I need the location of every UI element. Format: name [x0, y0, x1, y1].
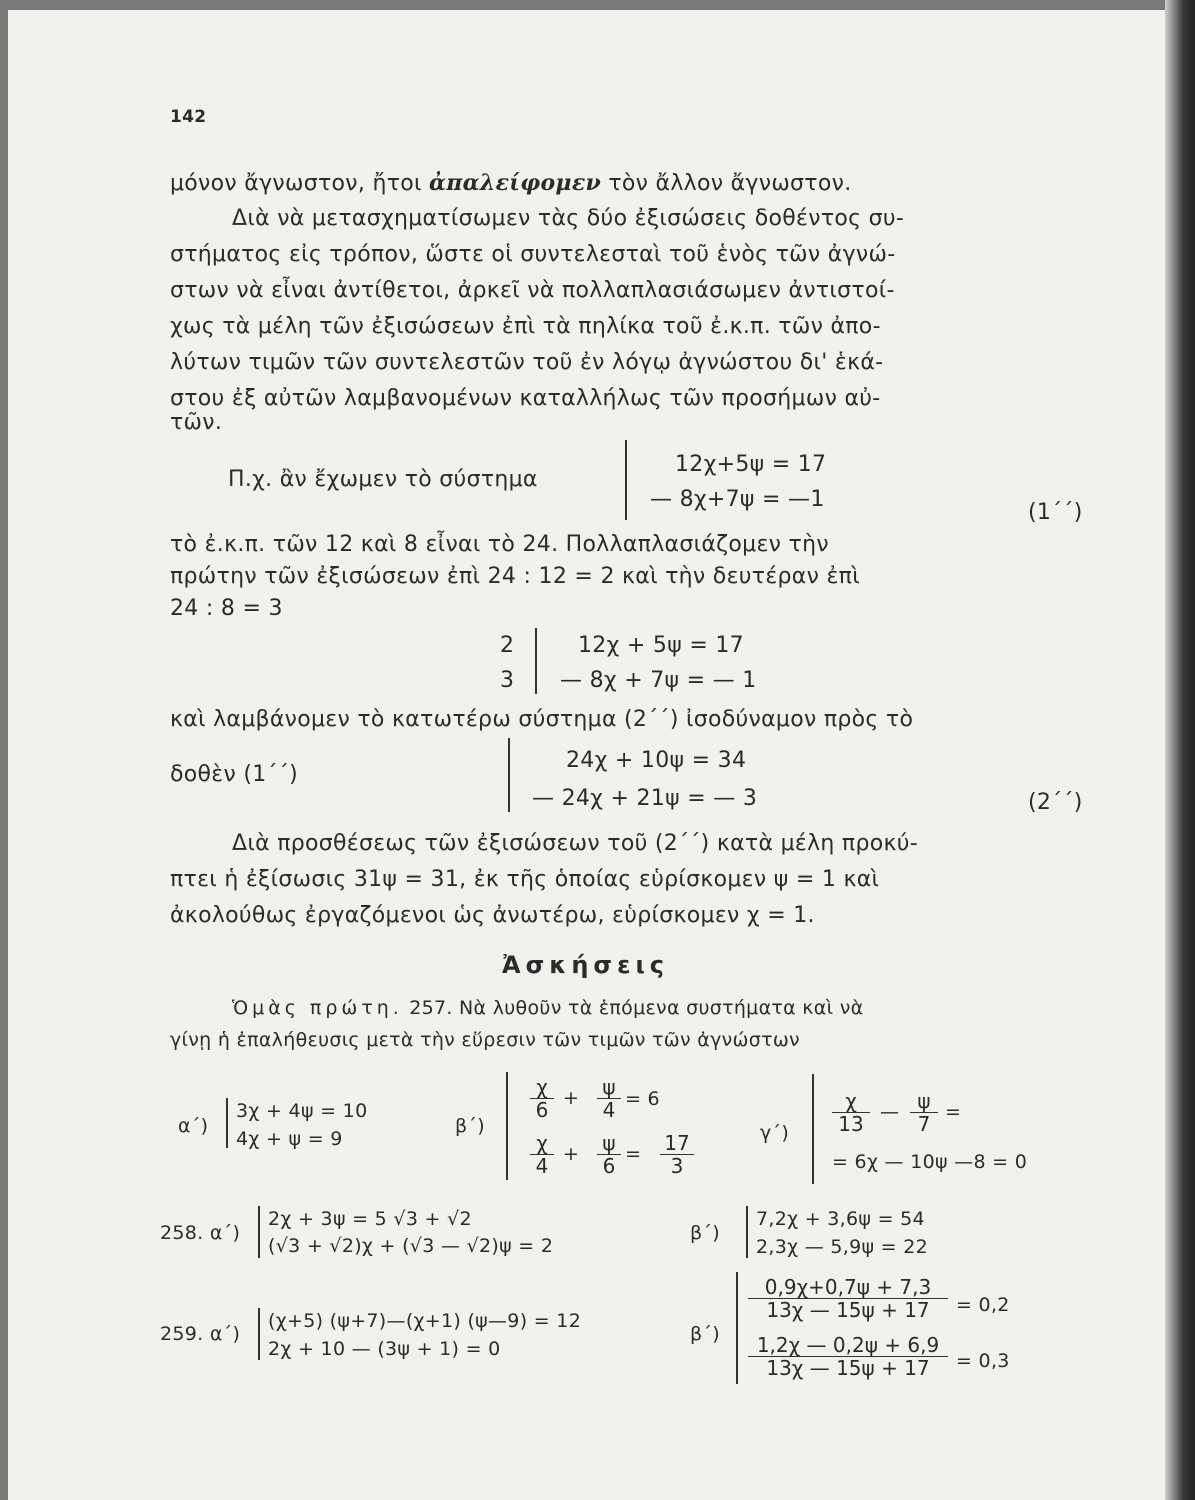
ex258-label: 258. α΄)	[160, 1222, 241, 1244]
ex257b-frac4: $\frac{\psi}{6}$	[597, 1132, 621, 1177]
ex258a-eq1: 2χ + 3ψ = 5 √3 + √2	[268, 1208, 472, 1230]
ex257c-minus: —	[880, 1101, 900, 1123]
ex257b-label: β΄)	[455, 1115, 485, 1137]
multiplied-eq1: 12χ + 5ψ = 17	[578, 633, 744, 658]
ex257b-eq-sign: =	[625, 1143, 642, 1165]
ex257a-brace	[226, 1098, 228, 1148]
para1-line2: Διὰ νὰ μετασχηματίσωμεν τὰς δύο ἐξισώσεις δοθέντος συ-	[232, 206, 905, 231]
exercises-intro-line1: Ὁμὰς πρώτη. 257. Νὰ λυθοῦν τὰ ἑπόμενα συστήματα καὶ νὰ	[232, 997, 864, 1019]
page-edge-shadow	[1165, 0, 1195, 1500]
system1-label: (1΄΄)	[1028, 500, 1083, 525]
ex258b-eq1: 7,2χ + 3,6ψ = 54	[756, 1208, 925, 1230]
ex257b-frac5: $\frac{17}{3}$	[660, 1132, 694, 1177]
para2-line1: τὸ ἐ.κ.π. τῶν 12 καὶ 8 εἶναι τὸ 24. Πολλαπλασιάζομεν τὴν	[170, 532, 829, 557]
para4-line1: Διὰ προσθέσεως τῶν ἐξισώσεων τοῦ (2΄΄) κατὰ μέλη προκύ-	[232, 831, 919, 856]
ex257b-plus2: +	[563, 1143, 580, 1165]
multiplier-2: 3	[500, 668, 515, 693]
emphasized-term: ἀπαλείφομεν	[429, 170, 602, 196]
ex257b-plus1: +	[563, 1087, 580, 1109]
para1-line1: μόνον ἄγνωστον, ἤτοι ἀπαλείφομεν τὸν ἄλλον ἄγνωστον.	[170, 170, 852, 196]
ex259a-eq2: 2χ + 10 — (3ψ + 1) = 0	[268, 1338, 501, 1360]
ex259b-rhs2: = 0,3	[956, 1350, 1010, 1372]
system2-label: (2΄΄)	[1028, 790, 1083, 815]
example-intro: Π.χ. ἂν ἔχωμεν τὸ σύστημα	[228, 467, 538, 492]
system2-brace	[508, 738, 510, 812]
system1-eq2: — 8χ+7ψ = —1	[650, 487, 825, 512]
ex259b-label: β΄)	[690, 1323, 720, 1345]
para1-line8: τῶν.	[170, 410, 223, 435]
para1-line5: χως τὰ μέλη τῶν ἐξισώσεων ἐπὶ τὰ πηλίκα τοῦ ἐ.κ.π. τῶν ἀπο-	[170, 314, 881, 339]
ex257c-frac1: $\frac{\chi}{13}$	[832, 1090, 870, 1135]
multiplier-separator	[535, 628, 537, 694]
ex258b-brace	[746, 1206, 748, 1258]
ex258b-eq2: 2,3χ — 5,9ψ = 22	[756, 1236, 928, 1258]
system1-brace	[625, 440, 627, 520]
ex257b-brace	[506, 1072, 508, 1180]
para2-line3: 24 : 8 = 3	[170, 596, 283, 621]
ex257a-eq2: 4χ + ψ = 9	[236, 1128, 343, 1150]
ex257b-frac3: $\frac{\chi}{4}$	[530, 1132, 554, 1177]
ex259a-eq1: (χ+5) (ψ+7)—(χ+1) (ψ—9) = 12	[268, 1310, 582, 1332]
para1-line4: στων νὰ εἶναι ἀντίθετοι, ἀρκεῖ νὰ πολλαπλασιάσωμεν ἀντιστοί-	[170, 278, 895, 303]
ex257a-label: α΄)	[178, 1115, 209, 1137]
ex259b-frac2: $\frac{1,2\chi — 0,2\psi + 6,9}{13\chi — 15\psi + 17}$	[748, 1334, 948, 1379]
group-label: Ὁμὰς πρώτη.	[232, 997, 403, 1019]
para1-line7: στου ἐξ αὐτῶν λαμβανομένων καταλλήλως τῶν προσήμων αὐ-	[170, 386, 881, 411]
ex257c-eq2: = 6χ — 10ψ —8 = 0	[832, 1151, 1028, 1173]
ex257b-frac2: $\frac{\psi}{4}$	[597, 1076, 621, 1121]
para3-line2: δοθὲν (1΄΄)	[170, 762, 299, 787]
multiplied-eq2: — 8χ + 7ψ = — 1	[560, 668, 757, 693]
para4-line2: πτει ἡ ἐξίσωσις 31ψ = 31, ἐκ τῆς ὁποίας εὑρίσκομεν ψ = 1 καὶ	[170, 867, 880, 892]
ex259a-brace	[258, 1308, 260, 1360]
ex259b-frac1: $\frac{0,9\chi+0,7\psi + 7,3}{13\chi — 15\psi + 17}$	[748, 1276, 948, 1321]
para3-line1: καὶ λαμβάνομεν τὸ κατωτέρω σύστημα (2΄΄) ἰσοδύναμον πρὸς τὸ	[170, 707, 914, 732]
exercises-intro-line2: γίνῃ ἡ ἐπαλήθευσις μετὰ τὴν εὕρεσιν τῶν τιμῶν τῶν ἀγνώστων	[170, 1029, 800, 1051]
ex259b-brace	[736, 1272, 738, 1384]
system2-eq1: 24χ + 10ψ = 34	[566, 748, 747, 773]
para2-line2: πρώτην τῶν ἐξισώσεων ἐπὶ 24 : 12 = 2 καὶ τὴν δευτέραν ἐπὶ	[170, 564, 860, 589]
para1-line3: στήματος εἰς τρόπον, ὥστε οἱ συντελεσταὶ τοῦ ἑνὸς τῶν ἀγνώ-	[170, 242, 896, 267]
ex258a-eq2: (√3 + √2)χ + (√3 — √2)ψ = 2	[268, 1235, 554, 1257]
ex258a-brace	[258, 1206, 260, 1258]
ex257c-label: γ΄)	[760, 1122, 790, 1144]
ex258b-label: β΄)	[690, 1222, 720, 1244]
ex257c-eq-sign: =	[945, 1101, 962, 1123]
ex257b-frac1: $\frac{\chi}{6}$	[530, 1076, 554, 1121]
multiplier-1: 2	[500, 633, 515, 658]
para4-line3: ἀκολούθως ἐργαζόμενοι ὡς ἀνωτέρω, εὑρίσκομεν χ = 1.	[170, 903, 815, 928]
exercises-heading: Ἀσκήσεις	[502, 951, 670, 979]
system1-eq1: 12χ+5ψ = 17	[675, 452, 827, 477]
para1-line6: λύτων τιμῶν τῶν συντελεστῶν τοῦ ἐν λόγῳ ἀγνώστου δι' ἑκά-	[170, 350, 884, 375]
ex259b-rhs1: = 0,2	[956, 1294, 1010, 1316]
ex257a-eq1: 3χ + 4ψ = 10	[236, 1100, 368, 1122]
ex257b-rhs1: = 6	[625, 1088, 660, 1110]
page-number: 142	[170, 107, 207, 127]
ex257c-frac2: $\frac{\psi}{7}$	[910, 1090, 938, 1135]
system2-eq2: — 24χ + 21ψ = — 3	[532, 786, 758, 811]
ex257c-brace	[812, 1074, 814, 1184]
ex259-label: 259. α΄)	[160, 1323, 241, 1345]
